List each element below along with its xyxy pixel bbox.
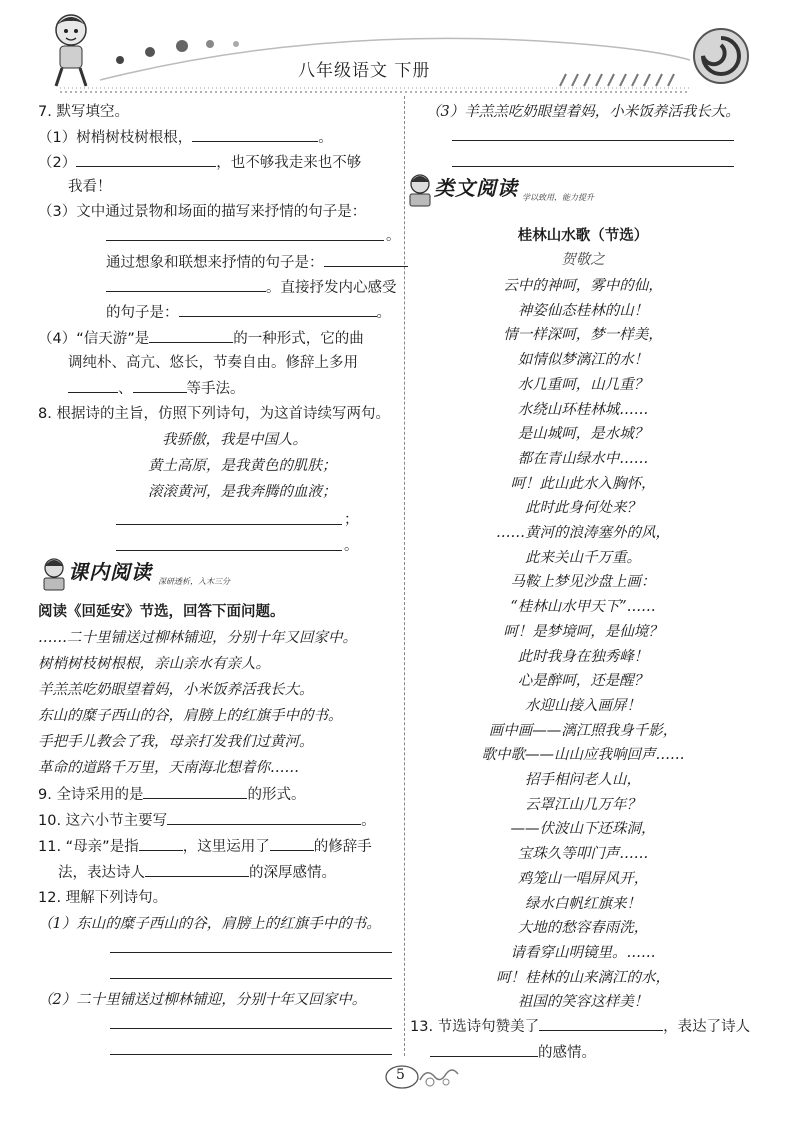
answer-blank[interactable] [270, 834, 314, 851]
poem-line: 鸡笼山一唱屏风开， [517, 870, 649, 887]
page-header [0, 0, 800, 100]
student-reading-icon [404, 172, 438, 208]
answer-blank[interactable] [324, 250, 408, 267]
answer-line[interactable] [452, 140, 734, 141]
poem-line: 绿水白帆红旗来！ [525, 895, 641, 912]
poem-line: 神姿仙态桂林的山！ [517, 302, 649, 319]
poem-line: 马鞍上梦见沙盘上画： [510, 574, 656, 591]
answer-blank[interactable] [143, 782, 247, 799]
poem-line: 是山城呵，是水城？ [517, 426, 649, 443]
page-number: 5 [396, 1067, 405, 1083]
q8-poem-line: 黄土高原，是我黄色的肌肤； [148, 458, 337, 474]
q13-cont: 的感情。 [430, 1040, 596, 1065]
poem-line: 此时此身何处来？ [525, 500, 641, 517]
q7-part1: （1）树梢树枝树根根， 。 [38, 125, 333, 150]
q7-part2-cont: 我看！ [68, 179, 112, 195]
poem-line: 水迎山接入画屏！ [525, 697, 641, 714]
poem-line: 呵！是梦境呵，是仙境？ [503, 623, 663, 640]
poem-line: ……黄河的浪涛塞外的风， [496, 525, 670, 541]
poem-line: “桂林山水甲天下”…… [510, 599, 656, 616]
q7-part4: （4）“信天游”是 的一种形式，它的曲 [38, 326, 364, 351]
poem-line: 情一样深呵，梦一样美， [503, 327, 663, 344]
section-banner-extended-reading [404, 172, 664, 208]
poem-line: 请看穿山明镜里。…… [510, 944, 656, 961]
poem-line: 呵！桂林的山来漓江的水， [496, 969, 670, 986]
banner-title: 课内阅读 [68, 560, 152, 584]
poem-line: 云罩江山几万年？ [525, 796, 641, 813]
banner-title: 类文阅读 [434, 176, 518, 200]
reading-line: ……二十里铺送过柳林铺迎，分别十年又回家中。 [38, 630, 357, 646]
poem-line: 呵！此山此水入胸怀， [510, 475, 656, 492]
q12-stem: 12. 理解下列诗句。 [38, 890, 168, 906]
student-reading-icon [38, 556, 72, 592]
q7-part2: （2） ，也不够我走来也不够 [38, 150, 361, 175]
answer-blank[interactable] [68, 376, 118, 393]
answer-line[interactable] [116, 550, 342, 551]
reading-instruction: 阅读《回延安》节选，回答下面问题。 [38, 604, 285, 620]
banner-subtitle: 学以致用，能力提升 [522, 193, 594, 202]
answer-blank[interactable] [179, 300, 377, 317]
answer-line[interactable] [110, 978, 392, 979]
poem-line: 宝珠久等叩门声…… [517, 846, 649, 863]
poem-line: 歌中歌——山山应我响回声…… [481, 747, 685, 764]
poem-line: 心是醉呵，还是醒？ [517, 673, 649, 690]
header-decoration [0, 0, 800, 100]
q7-stem: 7. 默写填空。 [38, 104, 129, 120]
banner-subtitle: 深研透析，入木三分 [158, 577, 230, 586]
poem-line: 水几重呵，山几重？ [517, 376, 649, 393]
q13: 13. 节选诗句赞美了 ，表达了诗人 [410, 1014, 750, 1039]
q11-cont: 法，表达诗人 的深厚感情。 [58, 860, 336, 885]
answer-line[interactable] [110, 1054, 392, 1055]
poem-line: ——伏波山下还珠洞， [510, 821, 656, 838]
answer-blank[interactable] [145, 860, 249, 877]
swirl-logo-icon [686, 26, 756, 86]
poem-line: 大地的愁容春雨洗， [517, 920, 649, 937]
q7-part3-d: 的句子是： 。 [106, 300, 391, 325]
poem-line: 画中画——漓江照我身千影， [488, 722, 678, 739]
section-banner-in-class-reading [38, 556, 298, 592]
answer-blank[interactable] [167, 808, 361, 825]
answer-blank[interactable] [139, 834, 183, 851]
column-divider [404, 96, 405, 1056]
poem-line: 都在青山绿水中…… [517, 450, 649, 467]
answer-line[interactable] [452, 166, 734, 167]
reading-line: 东山的糜子西山的谷，肩膀上的红旗手中的书。 [38, 708, 343, 724]
reading-line: 革命的道路千万里，天南海北想着你…… [38, 760, 299, 776]
q7-part3: （3）文中通过景物和场面的描写来抒情的句子是： [38, 204, 367, 220]
reading-line: 树梢树枝树根根，亲山亲水有亲人。 [38, 656, 270, 672]
q10: 10. 这六小节主要写 。 [38, 808, 376, 833]
q7-part4-c: 、 等手法。 [68, 376, 245, 401]
answer-blank[interactable] [133, 376, 187, 393]
answer-line[interactable] [106, 240, 384, 241]
poem-line: 招手相问老人山， [525, 772, 641, 788]
poem-author: 贺敬之 [561, 252, 605, 268]
answer-blank[interactable] [539, 1014, 663, 1031]
poem-line: 水绕山环桂林城…… [517, 401, 649, 418]
poem-line: 云中的神呵，雾中的仙， [503, 278, 663, 294]
q8-stem: 8. 根据诗的主旨，仿照下列诗句，为这首诗续写两句。 [38, 406, 390, 422]
page-number-badge [382, 1062, 472, 1092]
q7-part3-c: 。直接抒发内心感受 [106, 275, 397, 300]
q9: 9. 全诗采用的是 的形式。 [38, 782, 305, 807]
answer-blank[interactable] [106, 275, 266, 292]
poem-line: 祖国的笑容这样美！ [517, 994, 649, 1011]
q12-part3: （3）羊羔羔吃奶眼望着妈，小米饭养活我长大。 [426, 104, 740, 120]
poem-line: 此时我身在独秀峰！ [517, 648, 649, 665]
answer-blank[interactable] [149, 326, 233, 343]
q12-part2: （2）二十里铺送过柳林铺迎，分别十年又回家中。 [38, 992, 367, 1008]
reading-line: 羊羔羔吃奶眼望着妈，小米饭养活我长大。 [38, 682, 314, 698]
page-title: 八年级语文 下册 [298, 61, 431, 81]
answer-blank[interactable] [430, 1040, 538, 1057]
poem-title: 桂林山水歌（节选） [517, 228, 649, 244]
poem-line: 此来关山千万重。 [525, 549, 641, 566]
q7-part4-b: 调纯朴、高亢、悠长，节奏自由。修辞上多用 [68, 355, 358, 371]
answer-line[interactable] [110, 952, 392, 953]
q8-poem-line: 滚滚黄河，是我奔腾的血液； [148, 484, 337, 500]
reading-line: 手把手儿教会了我，母亲打发我们过黄河。 [38, 734, 314, 750]
q11: 11. “母亲”是指 ，这里运用了 的修辞手 [38, 834, 372, 859]
answer-line[interactable] [110, 1028, 392, 1029]
answer-blank[interactable] [192, 125, 318, 142]
q12-part1: （1）东山的糜子西山的谷，肩膀上的红旗手中的书。 [38, 916, 381, 932]
poem-line: 如情似梦漓江的水！ [517, 352, 649, 369]
answer-blank[interactable] [76, 150, 216, 167]
q7-part3-b: 通过想象和联想来抒情的句子是： [106, 250, 408, 275]
answer-line[interactable] [116, 524, 342, 525]
q8-poem-line: 我骄傲，我是中国人。 [162, 432, 307, 448]
